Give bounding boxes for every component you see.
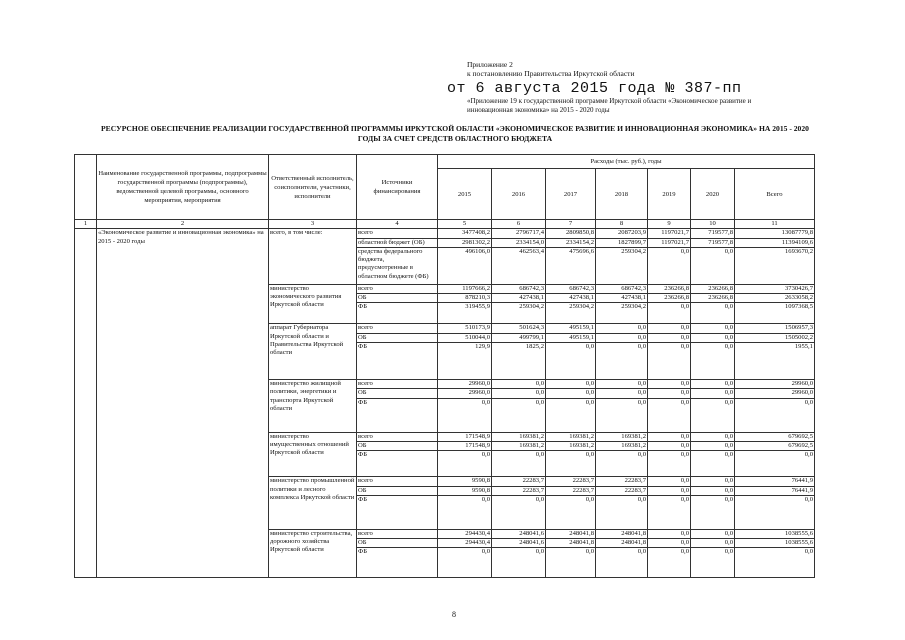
value-cell: 0,0 bbox=[596, 343, 648, 380]
source-cell: ОБ bbox=[357, 294, 438, 303]
value-cell: 686742,3 bbox=[492, 284, 546, 293]
source-cell: ОБ bbox=[357, 486, 438, 495]
value-cell: 0,0 bbox=[648, 539, 691, 548]
page-number: 8 bbox=[452, 610, 456, 619]
value-cell: 686742,3 bbox=[596, 284, 648, 293]
value-cell: 0,0 bbox=[648, 486, 691, 495]
value-cell: 29960,0 bbox=[438, 389, 492, 398]
appendix-label: Приложение 2 bbox=[467, 60, 513, 69]
value-cell: 0,0 bbox=[492, 398, 546, 432]
value-cell: 0,0 bbox=[596, 333, 648, 342]
value-cell: 0,0 bbox=[546, 495, 596, 529]
column-number-cell: 1 bbox=[75, 220, 97, 229]
value-cell: 0,0 bbox=[546, 389, 596, 398]
value-cell: 0,0 bbox=[735, 398, 815, 432]
source-cell: ФБ bbox=[357, 398, 438, 432]
value-cell: 169381,2 bbox=[546, 432, 596, 441]
value-cell: 501624,3 bbox=[492, 324, 546, 333]
table-row bbox=[75, 229, 815, 238]
value-cell: 679692,5 bbox=[735, 432, 815, 441]
value-cell: 0,0 bbox=[492, 495, 546, 529]
source-cell: ОБ bbox=[357, 389, 438, 398]
value-cell: 259304,2 bbox=[546, 303, 596, 324]
value-cell: 0,0 bbox=[735, 451, 815, 477]
value-cell: 719577,8 bbox=[691, 229, 735, 238]
source-cell: областной бюджет (ОБ) bbox=[357, 238, 438, 247]
value-cell: 0,0 bbox=[596, 495, 648, 529]
value-cell: 11394109,6 bbox=[735, 238, 815, 247]
value-cell: 0,0 bbox=[691, 432, 735, 441]
executor-cell: всего, в том числе: bbox=[269, 229, 357, 285]
value-cell: 171548,9 bbox=[438, 432, 492, 441]
value-cell: 3730426,7 bbox=[735, 284, 815, 293]
column-number-cell: 9 bbox=[648, 220, 691, 229]
value-cell: 0,0 bbox=[438, 548, 492, 578]
value-cell: 0,0 bbox=[648, 451, 691, 477]
value-cell: 13087779,8 bbox=[735, 229, 815, 238]
value-cell: 0,0 bbox=[492, 548, 546, 578]
source-cell: всего bbox=[357, 284, 438, 293]
header-cell-costs: Расходы (тыс. руб.), годы bbox=[438, 155, 815, 169]
column-number-cell: 10 bbox=[691, 220, 735, 229]
value-cell: 9590,8 bbox=[438, 486, 492, 495]
value-cell: 427438,1 bbox=[596, 294, 648, 303]
value-cell: 248041,6 bbox=[492, 529, 546, 538]
value-cell: 2334154,2 bbox=[546, 238, 596, 247]
column-number-cell: 8 bbox=[596, 220, 648, 229]
source-cell: всего bbox=[357, 229, 438, 238]
value-cell: 0,0 bbox=[735, 495, 815, 529]
value-cell: 0,0 bbox=[596, 548, 648, 578]
value-cell: 0,0 bbox=[492, 380, 546, 389]
year-header-cell: 2015 bbox=[438, 169, 492, 220]
value-cell: 248041,8 bbox=[596, 539, 648, 548]
year-header-cell: 2020 bbox=[691, 169, 735, 220]
executor-cell: министерство экономического развития Иркутской области bbox=[269, 284, 357, 324]
value-cell: 22283,7 bbox=[546, 486, 596, 495]
value-cell: 0,0 bbox=[596, 451, 648, 477]
value-cell: 0,0 bbox=[492, 451, 546, 477]
year-header-cell: 2016 bbox=[492, 169, 546, 220]
source-cell: всего bbox=[357, 529, 438, 538]
document-title: РЕСУРСНОЕ ОБЕСПЕЧЕНИЕ РЕАЛИЗАЦИИ ГОСУДАРСТВЕННОЙ ПРОГРАММЫ ИРКУТСКОЙ ОБЛАСТИ «ЭКОНОМИЧЕСКОЕ РАЗВИТИЕ И ИННОВАЦИОННАЯ ЭКОНОМИКА» НА 2015 - 2020 ГОДЫ ЗА СЧЕТ СРЕДСТВ ОБЛАСТНОГО БЮДЖЕТА bbox=[101, 124, 809, 143]
value-cell: 0,0 bbox=[648, 495, 691, 529]
value-cell: 475696,6 bbox=[546, 247, 596, 284]
value-cell: 1197021,7 bbox=[648, 229, 691, 238]
value-cell: 427438,1 bbox=[546, 294, 596, 303]
budget-table-body bbox=[75, 155, 815, 578]
value-cell: 76441,9 bbox=[735, 477, 815, 486]
value-cell: 0,0 bbox=[691, 451, 735, 477]
year-header-cell: 2019 bbox=[648, 169, 691, 220]
value-cell: 248041,6 bbox=[492, 539, 546, 548]
value-cell: 0,0 bbox=[691, 539, 735, 548]
value-cell: 0,0 bbox=[691, 529, 735, 538]
source-cell: ОБ bbox=[357, 539, 438, 548]
source-cell: ФБ bbox=[357, 495, 438, 529]
value-cell: 169381,2 bbox=[596, 441, 648, 450]
value-cell: 0,0 bbox=[691, 441, 735, 450]
executor-cell: министерство жилищной политики, энергетики и транспорта Иркутской области bbox=[269, 380, 357, 433]
value-cell: 0,0 bbox=[648, 247, 691, 284]
source-cell: ФБ bbox=[357, 303, 438, 324]
value-cell: 9590,8 bbox=[438, 477, 492, 486]
value-cell: 0,0 bbox=[648, 529, 691, 538]
value-cell: 248041,8 bbox=[546, 529, 596, 538]
value-cell: 169381,2 bbox=[492, 441, 546, 450]
value-cell: 0,0 bbox=[691, 495, 735, 529]
executor-cell: министерство строительства, дорожного хозяйства Иркутской области bbox=[269, 529, 357, 578]
value-cell: 0,0 bbox=[438, 495, 492, 529]
value-cell: 0,0 bbox=[648, 333, 691, 342]
value-cell: 0,0 bbox=[691, 486, 735, 495]
value-cell: 0,0 bbox=[691, 477, 735, 486]
value-cell: 878210,3 bbox=[438, 294, 492, 303]
value-cell: 679692,5 bbox=[735, 441, 815, 450]
value-cell: 29960,0 bbox=[735, 389, 815, 398]
value-cell: 171548,9 bbox=[438, 441, 492, 450]
value-cell: 0,0 bbox=[691, 389, 735, 398]
value-cell: 0,0 bbox=[648, 441, 691, 450]
value-cell: 22283,7 bbox=[596, 486, 648, 495]
column-number-cell: 4 bbox=[357, 220, 438, 229]
value-cell: 427438,1 bbox=[492, 294, 546, 303]
value-cell: 236266,8 bbox=[691, 284, 735, 293]
value-cell: 129,9 bbox=[438, 343, 492, 380]
value-cell: 0,0 bbox=[648, 432, 691, 441]
value-cell: 294430,4 bbox=[438, 539, 492, 548]
value-cell: 686742,3 bbox=[546, 284, 596, 293]
value-cell: 2796717,4 bbox=[492, 229, 546, 238]
value-cell: 1506957,3 bbox=[735, 324, 815, 333]
row-number-cell bbox=[75, 229, 97, 578]
value-cell: 495159,1 bbox=[546, 324, 596, 333]
value-cell: 22283,7 bbox=[546, 477, 596, 486]
value-cell: 1097368,5 bbox=[735, 303, 815, 324]
value-cell: 1693670,2 bbox=[735, 247, 815, 284]
value-cell: 0,0 bbox=[546, 451, 596, 477]
appendix-quote: «Приложение 19 к государственной программе Иркутской области «Экономическое развитие и инновационная экономика» на 2015 - 2020 годы bbox=[467, 97, 752, 114]
value-cell: 0,0 bbox=[691, 303, 735, 324]
column-number-cell: 6 bbox=[492, 220, 546, 229]
value-cell: 169381,2 bbox=[546, 441, 596, 450]
value-cell: 0,0 bbox=[546, 548, 596, 578]
value-cell: 0,0 bbox=[648, 303, 691, 324]
value-cell: 0,0 bbox=[596, 398, 648, 432]
column-numbers-row bbox=[75, 220, 815, 229]
value-cell: 236266,8 bbox=[691, 294, 735, 303]
source-cell: всего bbox=[357, 380, 438, 389]
value-cell: 169381,2 bbox=[596, 432, 648, 441]
value-cell: 319455,9 bbox=[438, 303, 492, 324]
source-cell: ФБ bbox=[357, 451, 438, 477]
header-cell-executor: Ответственный исполнитель, соисполнители, участники, исполнители bbox=[269, 155, 357, 220]
value-cell: 22283,7 bbox=[492, 477, 546, 486]
value-cell: 0,0 bbox=[648, 324, 691, 333]
value-cell: 0,0 bbox=[648, 343, 691, 380]
value-cell: 22283,7 bbox=[492, 486, 546, 495]
source-cell: всего bbox=[357, 324, 438, 333]
year-header-cell: 2017 bbox=[546, 169, 596, 220]
value-cell: 495159,1 bbox=[546, 333, 596, 342]
value-cell: 259304,2 bbox=[596, 247, 648, 284]
column-number-cell: 3 bbox=[269, 220, 357, 229]
value-cell: 2334154,0 bbox=[492, 238, 546, 247]
source-cell: ОБ bbox=[357, 441, 438, 450]
value-cell: 462563,4 bbox=[492, 247, 546, 284]
value-cell: 248041,8 bbox=[596, 529, 648, 538]
value-cell: 0,0 bbox=[691, 343, 735, 380]
decree-stamp: от 6 августа 2015 года № 387-пп bbox=[447, 80, 742, 97]
value-cell: 0,0 bbox=[691, 333, 735, 342]
value-cell: 0,0 bbox=[691, 398, 735, 432]
executor-cell: аппарат Губернатора Иркутской области и Правительства Иркутской области bbox=[269, 324, 357, 380]
value-cell: 1038555,6 bbox=[735, 539, 815, 548]
source-cell: средства федерального бюджета, предусмотренные в областном бюджете (ФБ) bbox=[357, 247, 438, 284]
value-cell: 0,0 bbox=[546, 380, 596, 389]
value-cell: 2087203,9 bbox=[596, 229, 648, 238]
value-cell: 259304,2 bbox=[596, 303, 648, 324]
program-name-cell: «Экономическое развитие и инновационная экономика» на 2015 - 2020 годы bbox=[97, 229, 269, 578]
value-cell: 0,0 bbox=[648, 548, 691, 578]
value-cell: 29960,0 bbox=[438, 380, 492, 389]
value-cell: 2981302,2 bbox=[438, 238, 492, 247]
value-cell: 0,0 bbox=[596, 389, 648, 398]
value-cell: 719577,8 bbox=[691, 238, 735, 247]
value-cell: 236266,8 bbox=[648, 284, 691, 293]
value-cell: 510173,9 bbox=[438, 324, 492, 333]
value-cell: 0,0 bbox=[438, 451, 492, 477]
value-cell: 2809850,8 bbox=[546, 229, 596, 238]
value-cell: 0,0 bbox=[648, 477, 691, 486]
column-number-cell: 7 bbox=[546, 220, 596, 229]
value-cell: 0,0 bbox=[438, 398, 492, 432]
executor-cell: министерство имущественных отношений Иркутской области bbox=[269, 432, 357, 477]
value-cell: 0,0 bbox=[648, 380, 691, 389]
value-cell: 0,0 bbox=[596, 380, 648, 389]
column-number-cell: 2 bbox=[97, 220, 269, 229]
value-cell: 496106,0 bbox=[438, 247, 492, 284]
value-cell: 169381,2 bbox=[492, 432, 546, 441]
value-cell: 0,0 bbox=[691, 324, 735, 333]
value-cell: 76441,9 bbox=[735, 486, 815, 495]
value-cell: 236266,8 bbox=[648, 294, 691, 303]
value-cell: 1955,1 bbox=[735, 343, 815, 380]
value-cell: 0,0 bbox=[691, 380, 735, 389]
value-cell: 0,0 bbox=[546, 398, 596, 432]
year-header-cell: 2018 bbox=[596, 169, 648, 220]
value-cell: 0,0 bbox=[648, 389, 691, 398]
value-cell: 0,0 bbox=[691, 548, 735, 578]
value-cell: 1827899,7 bbox=[596, 238, 648, 247]
value-cell: 29960,0 bbox=[735, 380, 815, 389]
column-number-cell: 11 bbox=[735, 220, 815, 229]
year-header-cell: Всего bbox=[735, 169, 815, 220]
value-cell: 2633058,2 bbox=[735, 294, 815, 303]
source-cell: ФБ bbox=[357, 548, 438, 578]
budget-table bbox=[74, 154, 815, 578]
value-cell: 1197666,2 bbox=[438, 284, 492, 293]
executor-cell: министерство промышленной политики и лесного комплекса Иркутской области bbox=[269, 477, 357, 530]
source-cell: всего bbox=[357, 432, 438, 441]
value-cell: 1197021,7 bbox=[648, 238, 691, 247]
value-cell: 0,0 bbox=[648, 398, 691, 432]
value-cell: 248041,8 bbox=[546, 539, 596, 548]
value-cell: 0,0 bbox=[492, 389, 546, 398]
value-cell: 0,0 bbox=[596, 324, 648, 333]
header-cell-source: Источники финансирования bbox=[357, 155, 438, 220]
header-cell-name: Наименование государственной программы, подпрограммы государственной программы (подпрограммы), ведомственной целевой программы, основного мероприятия, мероприятия bbox=[97, 155, 269, 220]
value-cell: 294430,4 bbox=[438, 529, 492, 538]
value-cell: 0,0 bbox=[546, 343, 596, 380]
value-cell: 3477408,2 bbox=[438, 229, 492, 238]
source-cell: всего bbox=[357, 477, 438, 486]
header-cell-number bbox=[75, 155, 97, 220]
value-cell: 1038555,6 bbox=[735, 529, 815, 538]
value-cell: 259304,2 bbox=[492, 303, 546, 324]
value-cell: 510044,0 bbox=[438, 333, 492, 342]
value-cell: 0,0 bbox=[691, 247, 735, 284]
value-cell: 499799,1 bbox=[492, 333, 546, 342]
column-number-cell: 5 bbox=[438, 220, 492, 229]
value-cell: 0,0 bbox=[735, 548, 815, 578]
appendix-basis: к постановлению Правительства Иркутской области bbox=[467, 69, 635, 78]
source-cell: ФБ bbox=[357, 343, 438, 380]
source-cell: ОБ bbox=[357, 333, 438, 342]
value-cell: 1825,2 bbox=[492, 343, 546, 380]
value-cell: 1505002,2 bbox=[735, 333, 815, 342]
value-cell: 22283,7 bbox=[596, 477, 648, 486]
